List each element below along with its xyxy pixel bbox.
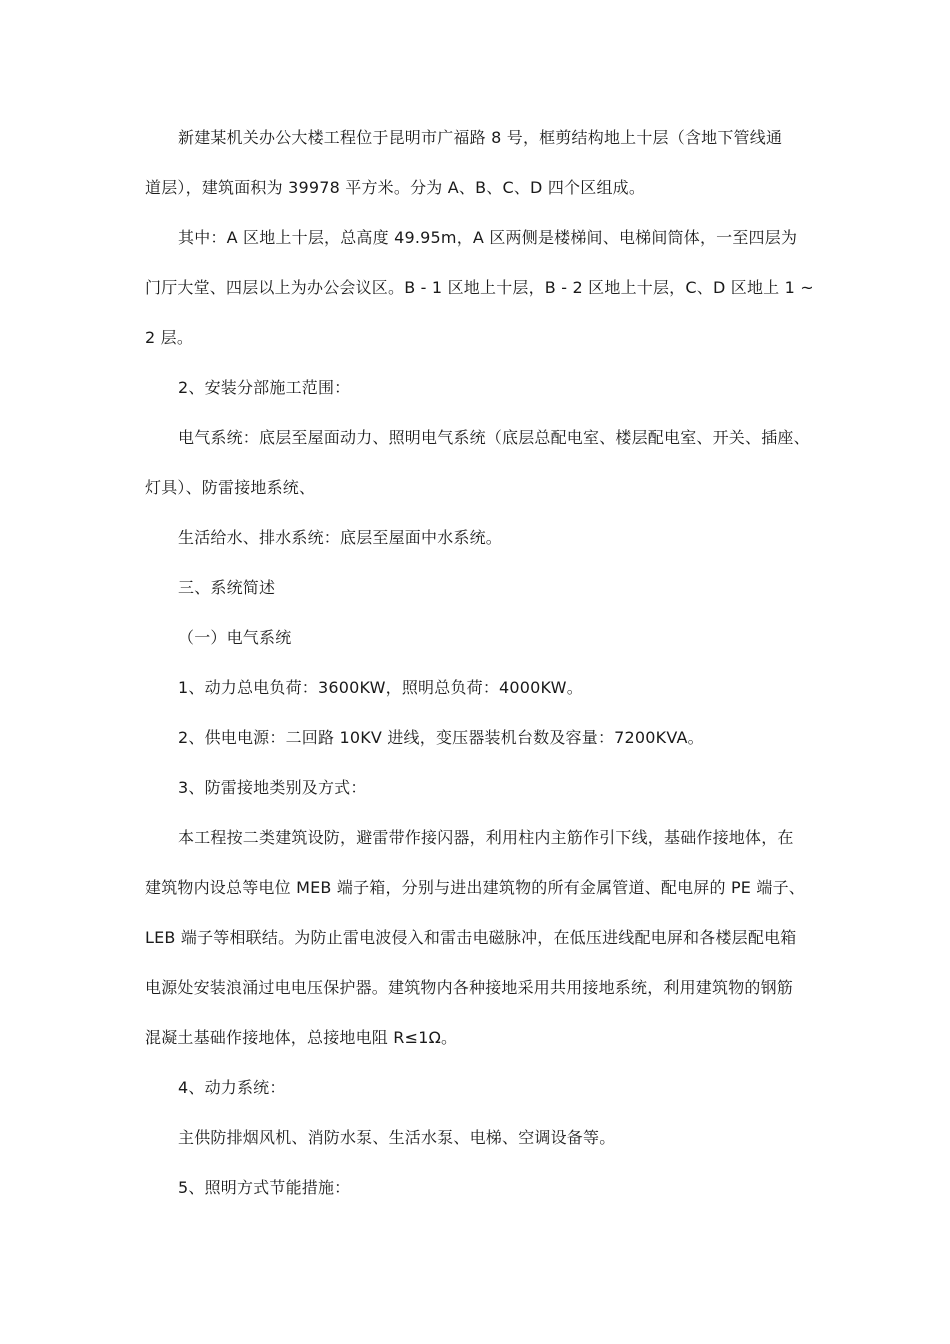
paragraph-line: 2 层。: [145, 328, 194, 347]
paragraph-line: 主供防排烟风机、消防水泵、生活水泵、电梯、空调设备等。: [178, 1128, 616, 1147]
paragraph-line: 混凝土基础作接地体，总接地电阻 R≤1Ω。: [145, 1028, 458, 1047]
paragraph-line: 灯具）、防雷接地系统、: [145, 478, 316, 497]
paragraph-line: 本工程按二类建筑设防，避雷带作接闪器，利用柱内主筋作引下线，基础作接地体，在: [178, 828, 794, 847]
paragraph-line: 生活给水、排水系统：底层至屋面中水系统。: [178, 528, 503, 547]
section-heading: 三、系统简述: [178, 578, 276, 597]
section-heading: 3、防雷接地类别及方式：: [178, 778, 367, 797]
paragraph-line: LEB 端子等相联结。为防止雷电波侵入和雷击电磁脉冲，在低压进线配电屏和各楼层配电箱: [145, 928, 797, 947]
paragraph-line: 建筑物内设总等电位 MEB 端子箱，分别与进出建筑物的所有金属管道、配电屏的 PE 端子、: [145, 878, 805, 897]
paragraph-line: 2、供电电源：二回路 10KV 进线，变压器装机台数及容量：7200KVA。: [178, 728, 704, 747]
section-heading: 2、安装分部施工范围：: [178, 378, 351, 397]
paragraph-line: 门厅大堂、四层以上为办公会议区。B - 1 区地上十层，B - 2 区地上十层，C、D 区地上 1 ~: [145, 278, 814, 297]
paragraph-line: 道层），建筑面积为 39978 平方米。分为 A、B、C、D 四个区组成。: [145, 178, 646, 197]
section-heading: （一）电气系统: [178, 628, 292, 647]
section-heading: 5、照明方式节能措施：: [178, 1178, 351, 1197]
paragraph-line: 新建某机关办公大楼工程位于昆明市广福路 8 号，框剪结构地上十层（含地下管线通: [178, 128, 783, 147]
section-heading: 4、动力系统：: [178, 1078, 286, 1097]
paragraph-line: 电源处安装浪涌过电电压保护器。建筑物内各种接地采用共用接地系统，利用建筑物的钢筋: [145, 978, 794, 997]
paragraph-line: 电气系统：底层至屋面动力、照明电气系统（底层总配电室、楼层配电室、开关、插座、: [178, 428, 810, 447]
paragraph-line: 其中：A 区地上十层，总高度 49.95m，A 区两侧是楼梯间、电梯间筒体，一至四层为: [178, 228, 798, 247]
paragraph-line: 1、动力总电负荷：3600KW，照明总负荷：4000KW。: [178, 678, 583, 697]
